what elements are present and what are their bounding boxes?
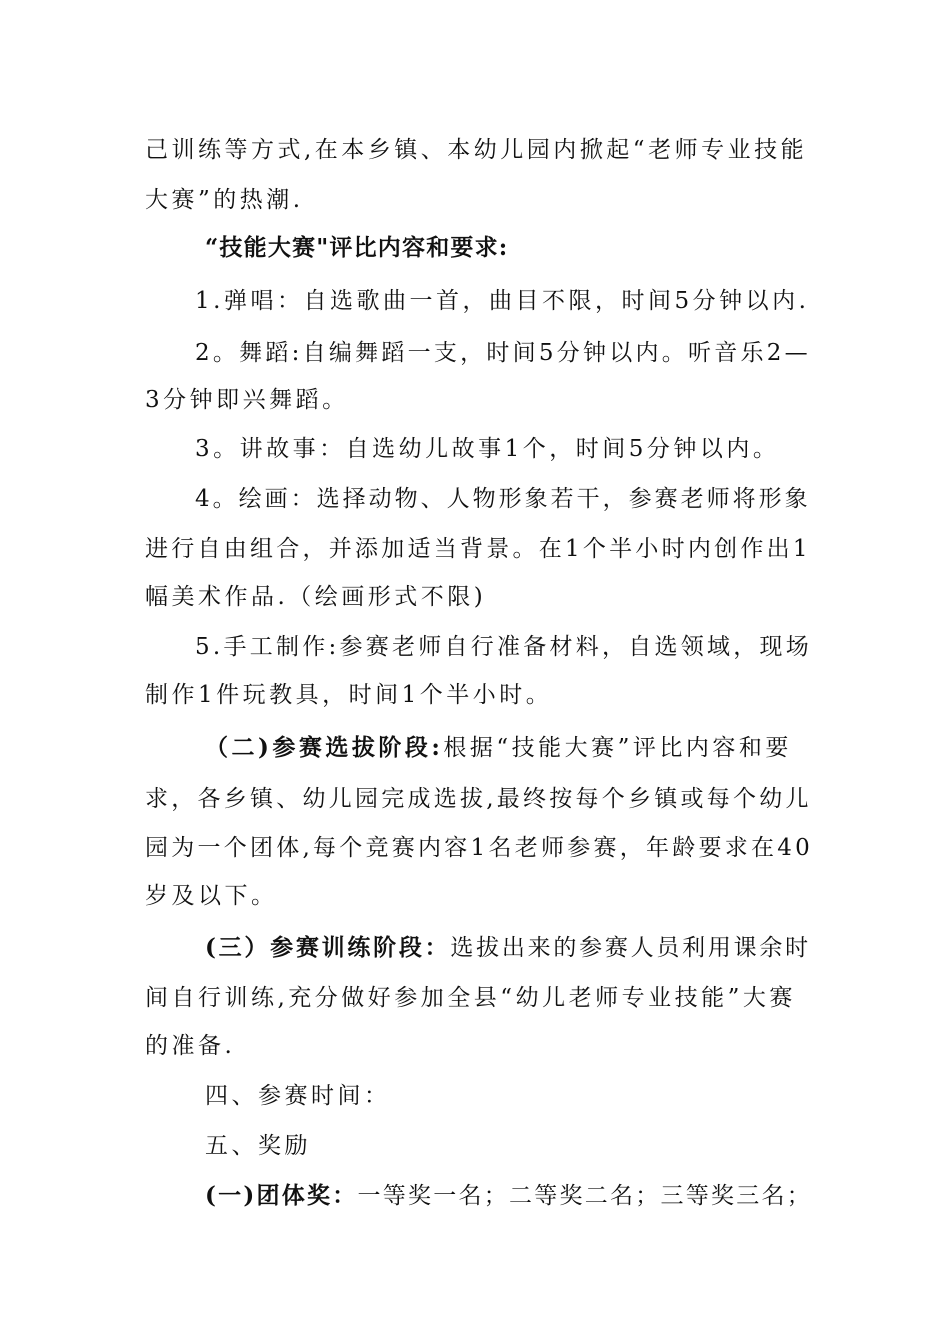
paragraph-line: 间自行训练,充分做好参加全县“幼儿老师专业技能”大赛 [145,985,796,1011]
list-item-continuation: 制作1件玩教具，时间1个半小时。 [145,682,553,708]
paragraph-line [205,733,792,763]
section-heading: 四、参赛时间： [205,1083,391,1109]
section-heading: 五、奖励 [205,1133,311,1159]
paragraph-line: 园为一个团体,每个竞赛内容1名老师参赛，年龄要求在40 [145,835,813,861]
list-item: 4。绘画：选择动物、人物形象若干，参赛老师将形象 [195,486,811,512]
list-item: 2。舞蹈:自编舞蹈一支，时间5分钟以内。听音乐2— [195,340,811,366]
paragraph-line: 求，各乡镇、幼儿园完成选拔,最终按每个乡镇或每个幼儿 [145,786,812,812]
list-item-continuation: 进行自由组合，并添加适当背景。在1个半小时内创作出1 [145,536,811,562]
paragraph-text: 选拔出来的参赛人员利用课余时 [450,935,811,961]
paragraph-text: 一等奖一名；二等奖二名；三等奖三名； [357,1183,813,1209]
paragraph-line [205,1181,812,1211]
list-item: 5.手工制作:参赛老师自行准备材料，自选领域，现场 [195,634,812,660]
subsection-label: (三）参赛训练阶段： [205,934,451,961]
list-item: 3。讲故事：自选幼儿故事1个，时间5分钟以内。 [195,436,780,462]
list-item-continuation: 幅美术作品.（绘画形式不限) [145,584,487,610]
list-item-continuation: 3分钟即兴舞蹈。 [145,387,349,413]
list-item: 1.弹唱：自选歌曲一首，曲目不限，时间5分钟以内. [195,288,810,314]
subsection-label: (一)团体奖： [205,1182,358,1209]
paragraph-line: 大赛”的热潮. [145,187,304,213]
paragraph-line: 己训练等方式,在本乡镇、本幼儿园内掀起“老师专业技能 [145,137,808,163]
paragraph-line [205,933,811,963]
section-heading: “技能大赛"评比内容和要求: [205,234,509,261]
paragraph-text: 根据“技能大赛”评比内容和要 [443,735,792,761]
paragraph-line: 的准备. [145,1033,236,1059]
subsection-label: （二)参赛选拔阶段: [205,734,444,761]
paragraph-line: 岁及以下。 [145,883,278,909]
